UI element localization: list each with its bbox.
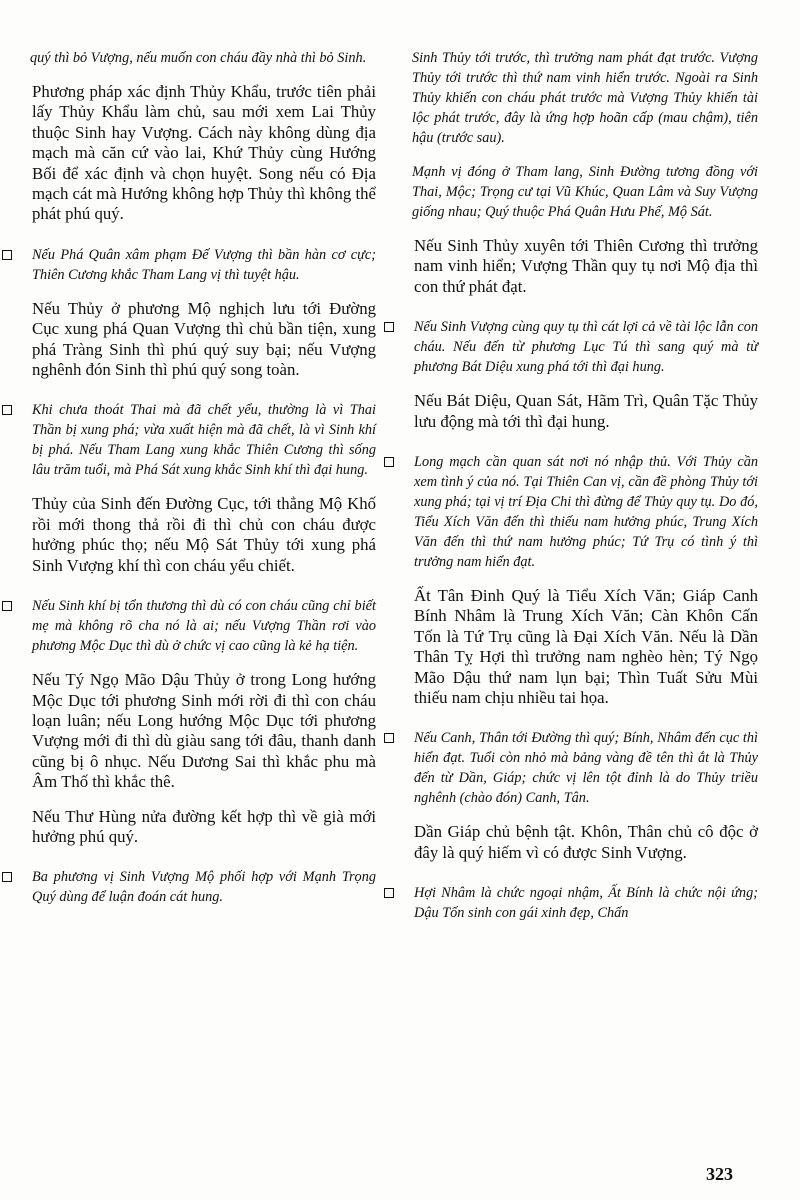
- left-paragraph-1: quý thì bỏ Vượng, nếu muốn con cháu đầy nhà thì bỏ Sinh.: [30, 50, 367, 66]
- right-bullet-item-4: [412, 883, 758, 923]
- left-bullet-text-3: Nếu Sinh khí bị tổn thương thì dù có con cháu cũng chỉ biết mẹ mà không rõ cha nó là ai; nếu Vượng Thần rơi vào phương Mộc Dục thì dù ở chức vị cao cũng là kẻ hạ tiện.: [32, 598, 376, 655]
- checkbox-bullet-icon: [2, 250, 12, 260]
- right-bullet-item-2: [412, 452, 758, 572]
- left-bullet-item-2: [30, 400, 376, 480]
- right-paragraph-2: Mạnh vị đóng ở Tham lang, Sinh Đường tương đồng với Thai, Mộc; Trọng cư tại Vũ Khúc, Quan Lâm và Suy Vượng giống nhau; Quý thuộc Phá Quân Hưu Phế, Mộ Sát.: [412, 164, 758, 220]
- left-bullet-text-1: Nếu Phá Quân xâm phạm Đế Vượng thì bần hàn cơ cực; Thiên Cương khắc Tham Lang vị thì tuyệt hậu.: [32, 246, 376, 283]
- right-paragraph-3: Nếu Sinh Thủy xuyên tới Thiên Cương thì trưởng nam vinh hiển; Vượng Thần quy tụ nơi Mộ địa thì con thứ phát đạt.: [414, 236, 758, 296]
- checkbox-bullet-icon: [2, 601, 12, 611]
- right-bullet-item-3: [412, 728, 758, 808]
- checkbox-bullet-icon: [384, 322, 394, 332]
- left-bullet-item-1: [30, 245, 376, 285]
- checkbox-bullet-icon: [2, 872, 12, 882]
- right-bullet-text-3: Nếu Canh, Thân tới Đường thì quý; Bính, Nhâm đến cục thì hiển đạt. Tuổi còn nhỏ mà bảng vàng đề tên thì ắt là Thủy đến từ Dần, Giáp; chức vị lên tột đỉnh là do Thủy triều nghênh (chào đón) Canh, Tân.: [414, 730, 758, 807]
- right-paragraph-5: Ất Tân Đinh Quý là Tiểu Xích Văn; Giáp Canh Bính Nhâm là Trung Xích Văn; Càn Khôn Cấn Tốn là Tứ Trụ cũng là Đại Xích Văn. Nếu là Dần Thân Tỵ Hợi thì trưởng nam nghèo hèn; Tý Ngọ Mão Dậu thứ nam lụn bại; Thìn Tuất Sửu Mùi thiếu nam chịu nhiều tai họa.: [414, 586, 758, 708]
- right-paragraph-1: Sinh Thủy tới trước, thì trưởng nam phát đạt trước. Vượng Thủy tới trước thì thứ nam vinh hiển trước. Ngoài ra Sinh Thủy khiến con cháu phát trước mà Vượng Thủy khiến tài lộc phát trước, đây là ứng hợp hoãn cấp (mau chậm), tiên hậu (trước sau).: [412, 50, 758, 146]
- right-paragraph-6: Dần Giáp chủ bệnh tật. Khôn, Thân chủ cô độc ở đây là quý hiếm vì có được Sinh Vượng.: [414, 822, 758, 862]
- left-column: [30, 48, 376, 921]
- left-paragraph-4: Thủy của Sinh đến Đường Cục, tới thẳng Mộ Khố rồi mới thong thả rồi đi thì chủ con cháu được hưởng phúc thọ; nếu Mộ Sát Thủy tới xung phá Sinh Vượng khí thì con cháu yểu chiết.: [32, 494, 376, 575]
- left-paragraph-6: Nếu Thư Hùng nửa đường kết hợp thì về già mới hưởng phú quý.: [32, 806, 376, 846]
- checkbox-bullet-icon: [384, 888, 394, 898]
- left-bullet-text-2: Khi chưa thoát Thai mà đã chết yểu, thường là vì Thai Thần bị xung phá; vừa xuất hiện mà đã chết, là vì Sinh khí bị phá. Nếu Tham Lang xung khắc Thiên Cương thì sống lâu trăm tuổi, mà Phá Sát xung khắc Sinh khí thì đại hung.: [32, 402, 376, 479]
- left-bullet-item-3: [30, 596, 376, 656]
- page-number: 323: [706, 1164, 733, 1184]
- right-paragraph-4: Nếu Bát Diệu, Quan Sát, Hãm Trì, Quân Tặc Thủy lưu động mà tới thì đại hung.: [414, 391, 758, 431]
- left-paragraph-3: Nếu Thủy ở phương Mộ nghịch lưu tới Đường Cục xung phá Quan Vượng thì chủ bần tiện, xung phá Tràng Sinh thì phú quý suy bại; nếu Vượng nghênh đón Sinh thì phú quý song toàn.: [32, 298, 376, 380]
- right-bullet-text-1: Nếu Sinh Vượng cùng quy tụ thì cát lợi cả về tài lộc lẫn con cháu. Nếu đến từ phương Lục Tú thì sang quý mà từ phương Bát Diệu xung phá tới thì đại hung.: [414, 319, 758, 376]
- left-paragraph-2: Phương pháp xác định Thủy Khẩu, trước tiên phải lấy Thủy Khẩu làm chủ, sau mới xem Lai Thủy thuộc Sinh hay Vượng. Cách này không dùng địa mạch mà căn cứ vào lai, Khứ Thủy cùng Hướng Bối để xác định và chọn huyệt. Song nếu có Địa mạch cát mà Hướng không hợp Thủy thì không thể phát phú quý.: [32, 82, 376, 224]
- checkbox-bullet-icon: [384, 733, 394, 743]
- left-paragraph-5: Nếu Tý Ngọ Mão Dậu Thủy ở trong Long hướng Mộc Dục tới phương Sinh mới rời đi thì con cháu loạn luân; nếu Long hướng Mộc Dục tới phương Vượng mới đi thì dù giàu sang tới đâu, thanh danh cũng bị ô nhục. Nếu Dương Sai thì khắc phu mà Âm Thố thì khắc thê.: [32, 670, 376, 792]
- checkbox-bullet-icon: [2, 405, 12, 415]
- right-bullet-text-2: Long mạch cần quan sát nơi nó nhập thủ. Với Thủy cần xem tình ý của nó. Tại Thiên Can vị, cần đề phòng Thủy tới xung phá; tại vị trí Địa Chi thì đừng để Thủy quy tụ. Do đó, Tiểu Xích Văn đến thì thiếu nam hưởng phúc, Trung Xích Văn đến thì thứ nam hưởng phúc; Tứ Trụ có tình ý thì trưởng nam hiển đạt.: [414, 454, 758, 571]
- right-bullet-text-4: Hợi Nhâm là chức ngoại nhậm, Ất Bính là chức nội ứng; Dậu Tốn sinh con gái xinh đẹp, Chấn: [414, 885, 758, 922]
- left-bullet-item-4: [30, 867, 376, 907]
- checkbox-bullet-icon: [384, 457, 394, 467]
- right-bullet-item-1: [412, 317, 758, 377]
- left-bullet-text-4: Ba phương vị Sinh Vượng Mộ phối hợp với Mạnh Trọng Quý dùng để luận đoán cát hung.: [32, 869, 376, 906]
- right-column: [412, 48, 758, 937]
